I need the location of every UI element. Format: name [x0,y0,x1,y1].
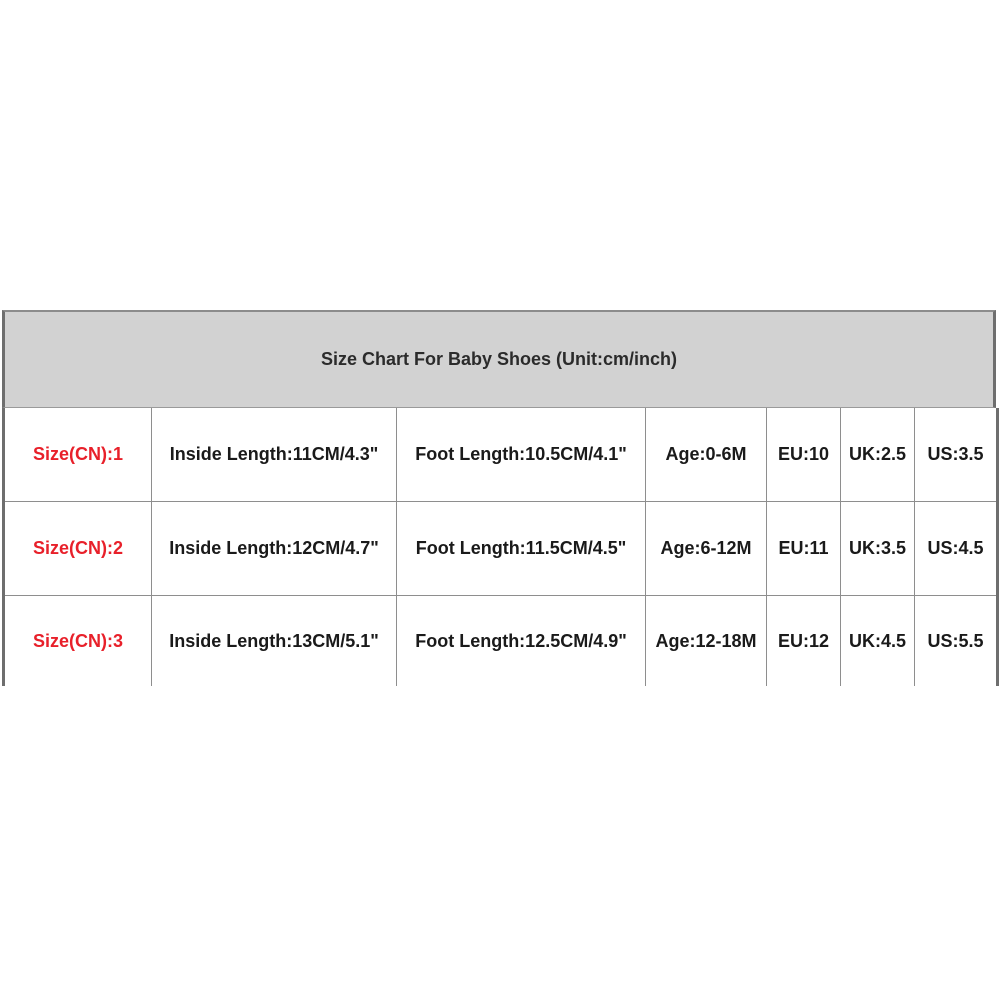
inside-length-cell: Inside Length:13CM/5.1" [152,596,397,687]
size-table [2,408,999,686]
size-cn-cell: Size(CN):1 [4,408,152,502]
size-chart [2,310,996,688]
eu-size-cell: EU:12 [767,596,841,687]
eu-size-cell: EU:11 [767,502,841,596]
table-row [4,502,998,596]
us-size-cell: US:4.5 [915,502,998,596]
age-cell: Age:12-18M [646,596,767,687]
foot-length-cell: Foot Length:11.5CM/4.5" [397,502,646,596]
size-cn-cell: Size(CN):2 [4,502,152,596]
us-size-cell: US:5.5 [915,596,998,687]
foot-length-cell: Foot Length:10.5CM/4.1" [397,408,646,502]
us-size-cell: US:3.5 [915,408,998,502]
size-chart-header [2,310,996,408]
uk-size-cell: UK:3.5 [841,502,915,596]
inside-length-cell: Inside Length:12CM/4.7" [152,502,397,596]
size-cn-cell: Size(CN):3 [4,596,152,687]
age-cell: Age:6-12M [646,502,767,596]
size-chart-title: Size Chart For Baby Shoes (Unit:cm/inch) [320,349,678,369]
foot-length-cell: Foot Length:12.5CM/4.9" [397,596,646,687]
eu-size-cell: EU:10 [767,408,841,502]
uk-size-cell: UK:2.5 [841,408,915,502]
age-cell: Age:0-6M [646,408,767,502]
inside-length-cell: Inside Length:11CM/4.3" [152,408,397,502]
uk-size-cell: UK:4.5 [841,596,915,687]
table-row [4,596,998,687]
table-row [4,408,998,502]
